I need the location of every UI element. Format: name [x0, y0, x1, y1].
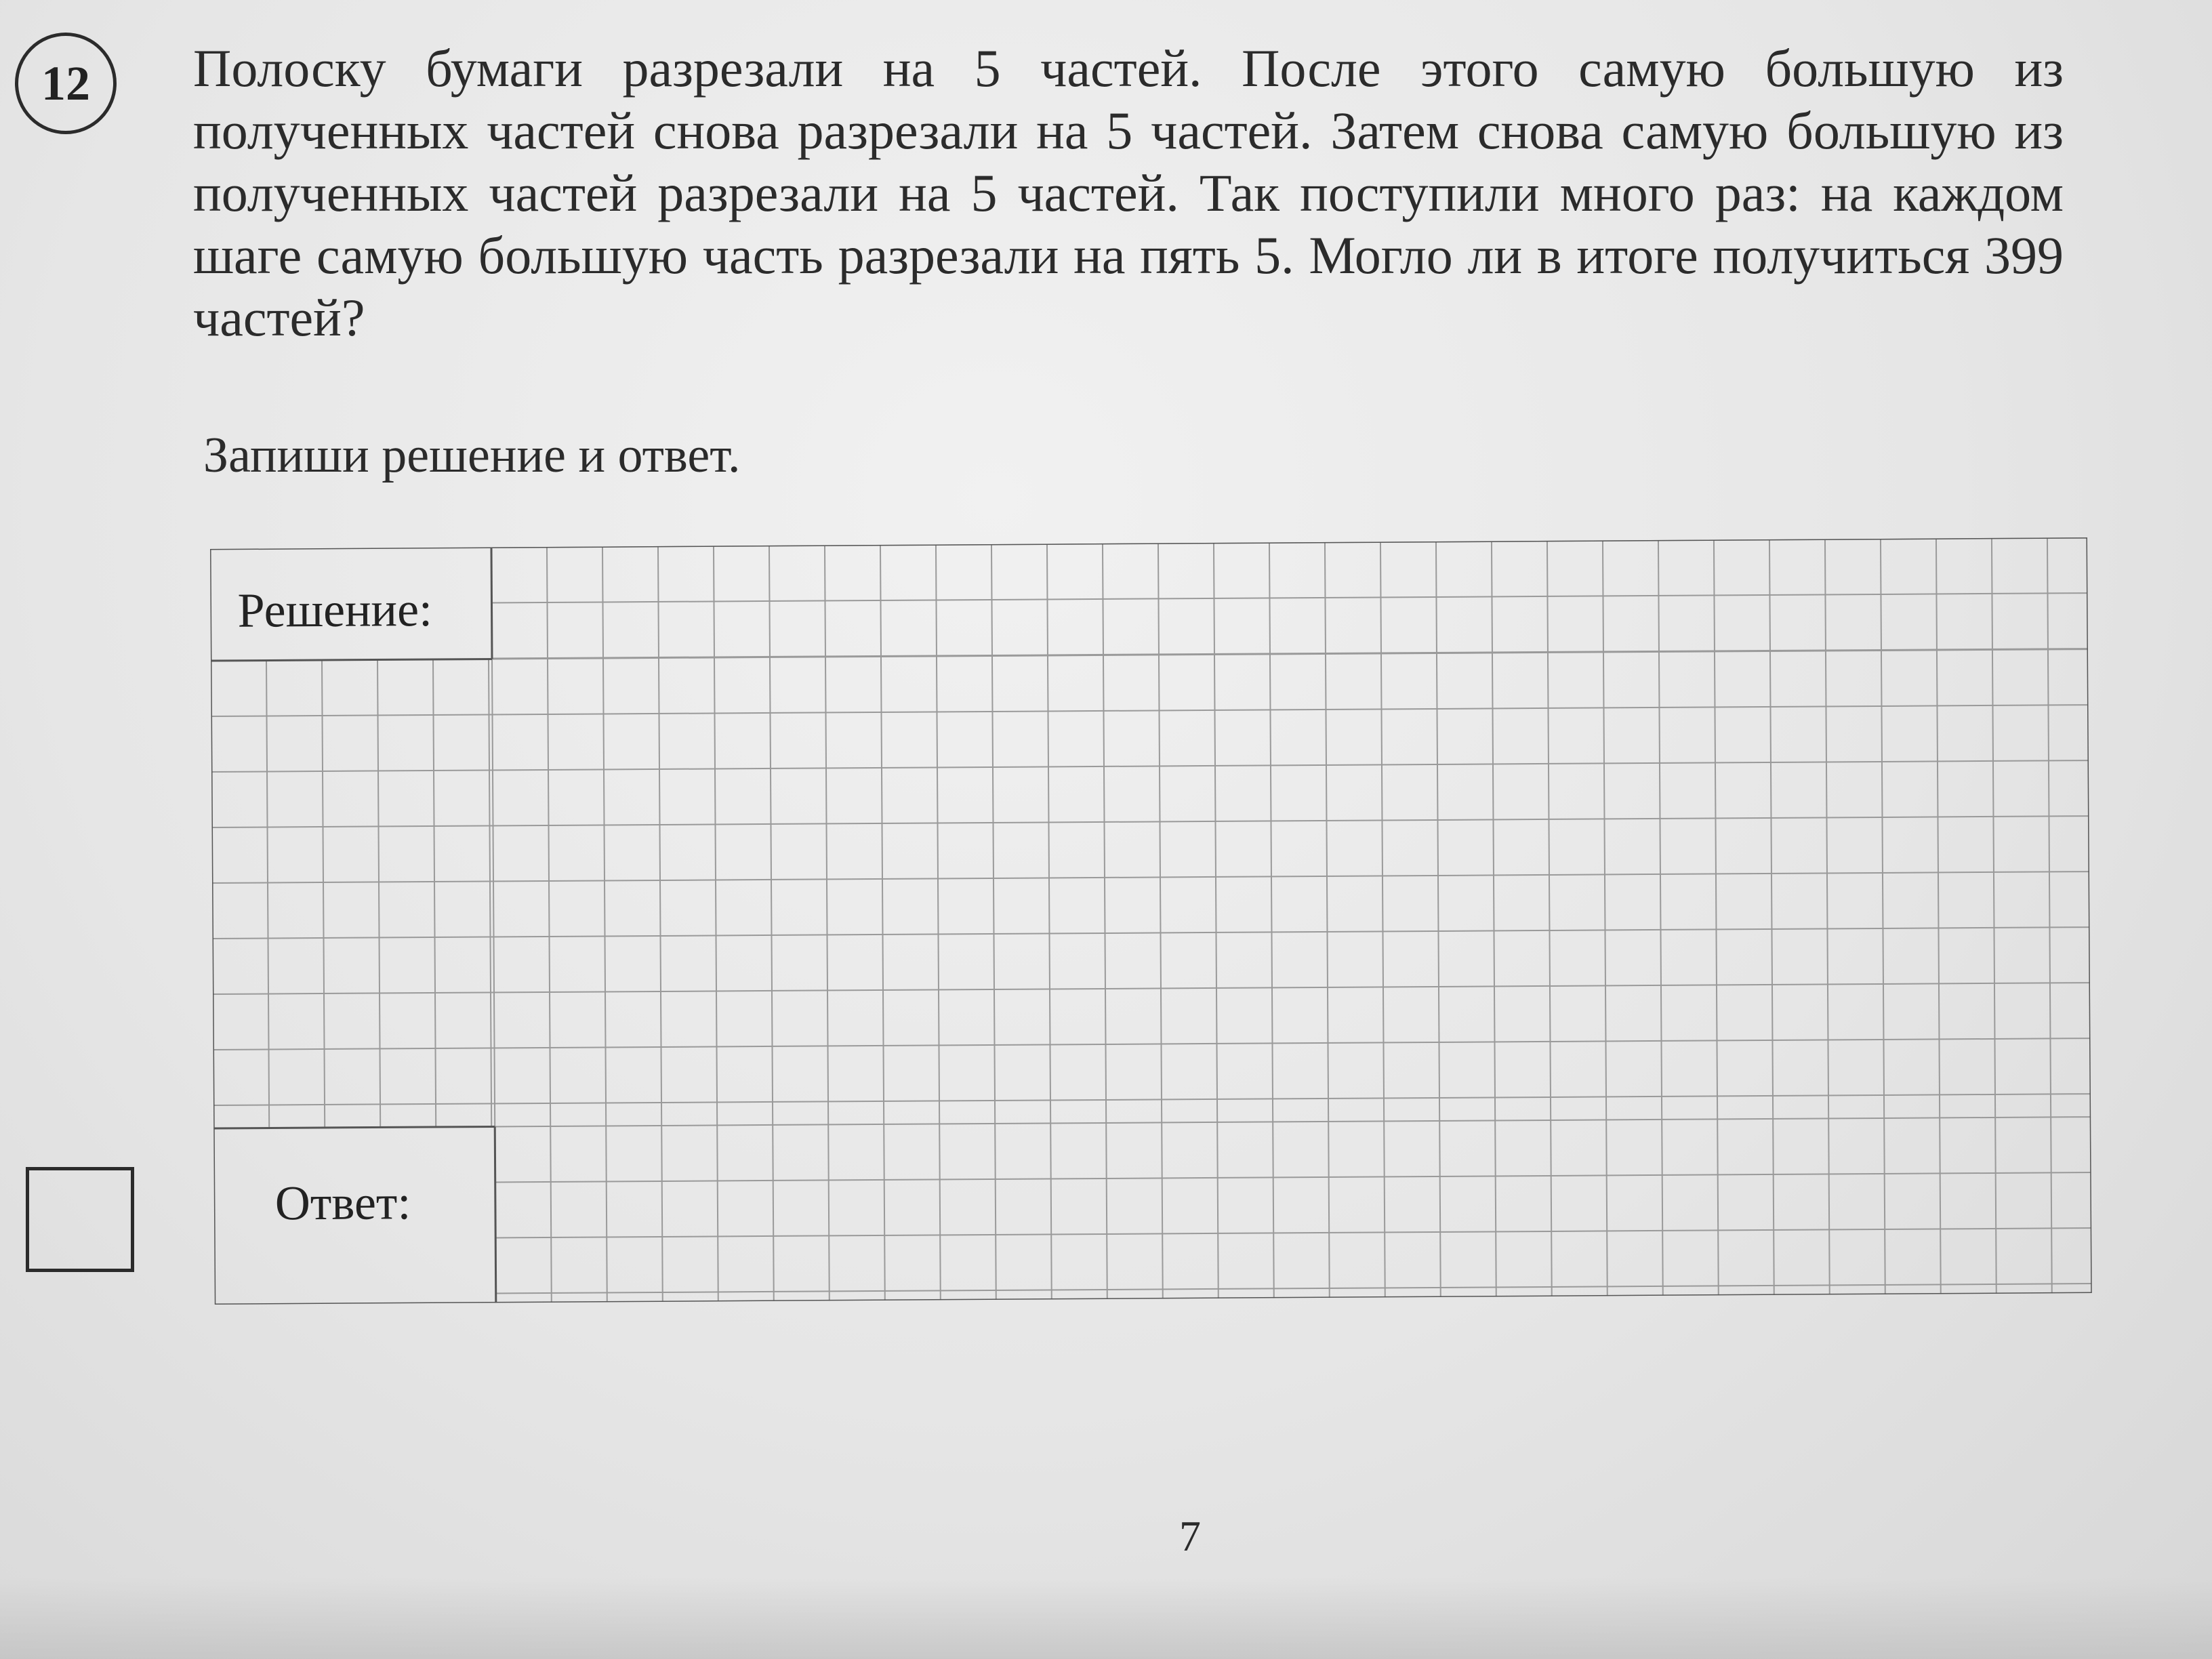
page-number: 7	[1179, 1512, 1201, 1560]
grid-v-line	[602, 546, 607, 1302]
task-number-badge	[15, 33, 117, 134]
grid-h-line	[491, 593, 2087, 602]
label-cell-border	[211, 659, 492, 661]
grid-v-line	[489, 659, 491, 1126]
grid-h-line	[496, 1284, 2092, 1293]
grid-v-line	[1881, 539, 1885, 1294]
problem-text: Полоску бумаги разрезали на 5 частей. После этого самую большую из полученных частей снова разрезали на 5 частей. Затем снова самую большую из полученных частей разрезали на 5 частей. Так поступили много раз: на каждом шаге самую большую часть разрезали на пять 5. Могло ли в итоге получиться 399 частей?	[193, 39, 2064, 347]
answer-label: Ответ:	[274, 1175, 411, 1231]
label-cell-border	[495, 1126, 496, 1303]
grid-v-line	[1214, 543, 1218, 1298]
grid-v-line	[1825, 539, 1830, 1294]
grid-v-line	[1380, 541, 1385, 1297]
grid-v-line	[1547, 541, 1552, 1296]
grid-v-line	[1436, 541, 1441, 1297]
grid-v-line	[1992, 538, 1996, 1294]
grid-v-line	[2047, 537, 2052, 1293]
grid-v-line	[769, 546, 774, 1301]
grid-v-line	[658, 546, 663, 1302]
grid-v-line	[547, 547, 552, 1303]
label-cell-border	[491, 547, 492, 659]
grid-v-line	[936, 544, 941, 1300]
grid-v-line	[433, 659, 436, 1127]
grid-v-line	[322, 660, 325, 1128]
grid-h-line	[495, 1228, 2091, 1237]
grid-v-line	[825, 545, 830, 1300]
grid-v-line	[377, 659, 380, 1127]
solution-label: Решение:	[237, 581, 433, 638]
grid-v-line	[1714, 539, 1719, 1295]
grid-v-line	[1158, 543, 1163, 1298]
grid-frame	[210, 537, 2087, 549]
grid-v-line	[1325, 542, 1330, 1298]
score-box[interactable]	[26, 1167, 134, 1272]
grid-h-line	[492, 649, 2088, 658]
instruction-text: Запиши решение и ответ.	[203, 428, 741, 483]
grid-v-line	[1047, 544, 1052, 1299]
grid-v-line	[1269, 542, 1274, 1298]
grid-v-line	[1603, 540, 1607, 1296]
grid-lines	[210, 537, 2092, 1305]
grid-v-line	[266, 660, 269, 1128]
grid-h-line	[495, 1172, 2091, 1182]
grid-v-line	[1103, 544, 1107, 1299]
grid-v-line	[991, 544, 996, 1300]
label-cell-border	[213, 1126, 495, 1128]
grid-v-line	[714, 546, 718, 1301]
task-number: 12	[41, 56, 90, 110]
grid-v-line	[880, 545, 885, 1300]
grid-v-line	[1769, 539, 1774, 1295]
grid-frame	[210, 549, 215, 1305]
grid-v-line	[1658, 540, 1663, 1296]
page-shadow	[0, 1578, 2212, 1659]
answer-grid[interactable]	[210, 537, 2092, 1305]
grid-v-line	[1936, 538, 1941, 1294]
grid-h-line	[495, 1117, 2091, 1126]
grid-frame	[2087, 537, 2092, 1293]
grid-v-line	[1492, 541, 1496, 1296]
